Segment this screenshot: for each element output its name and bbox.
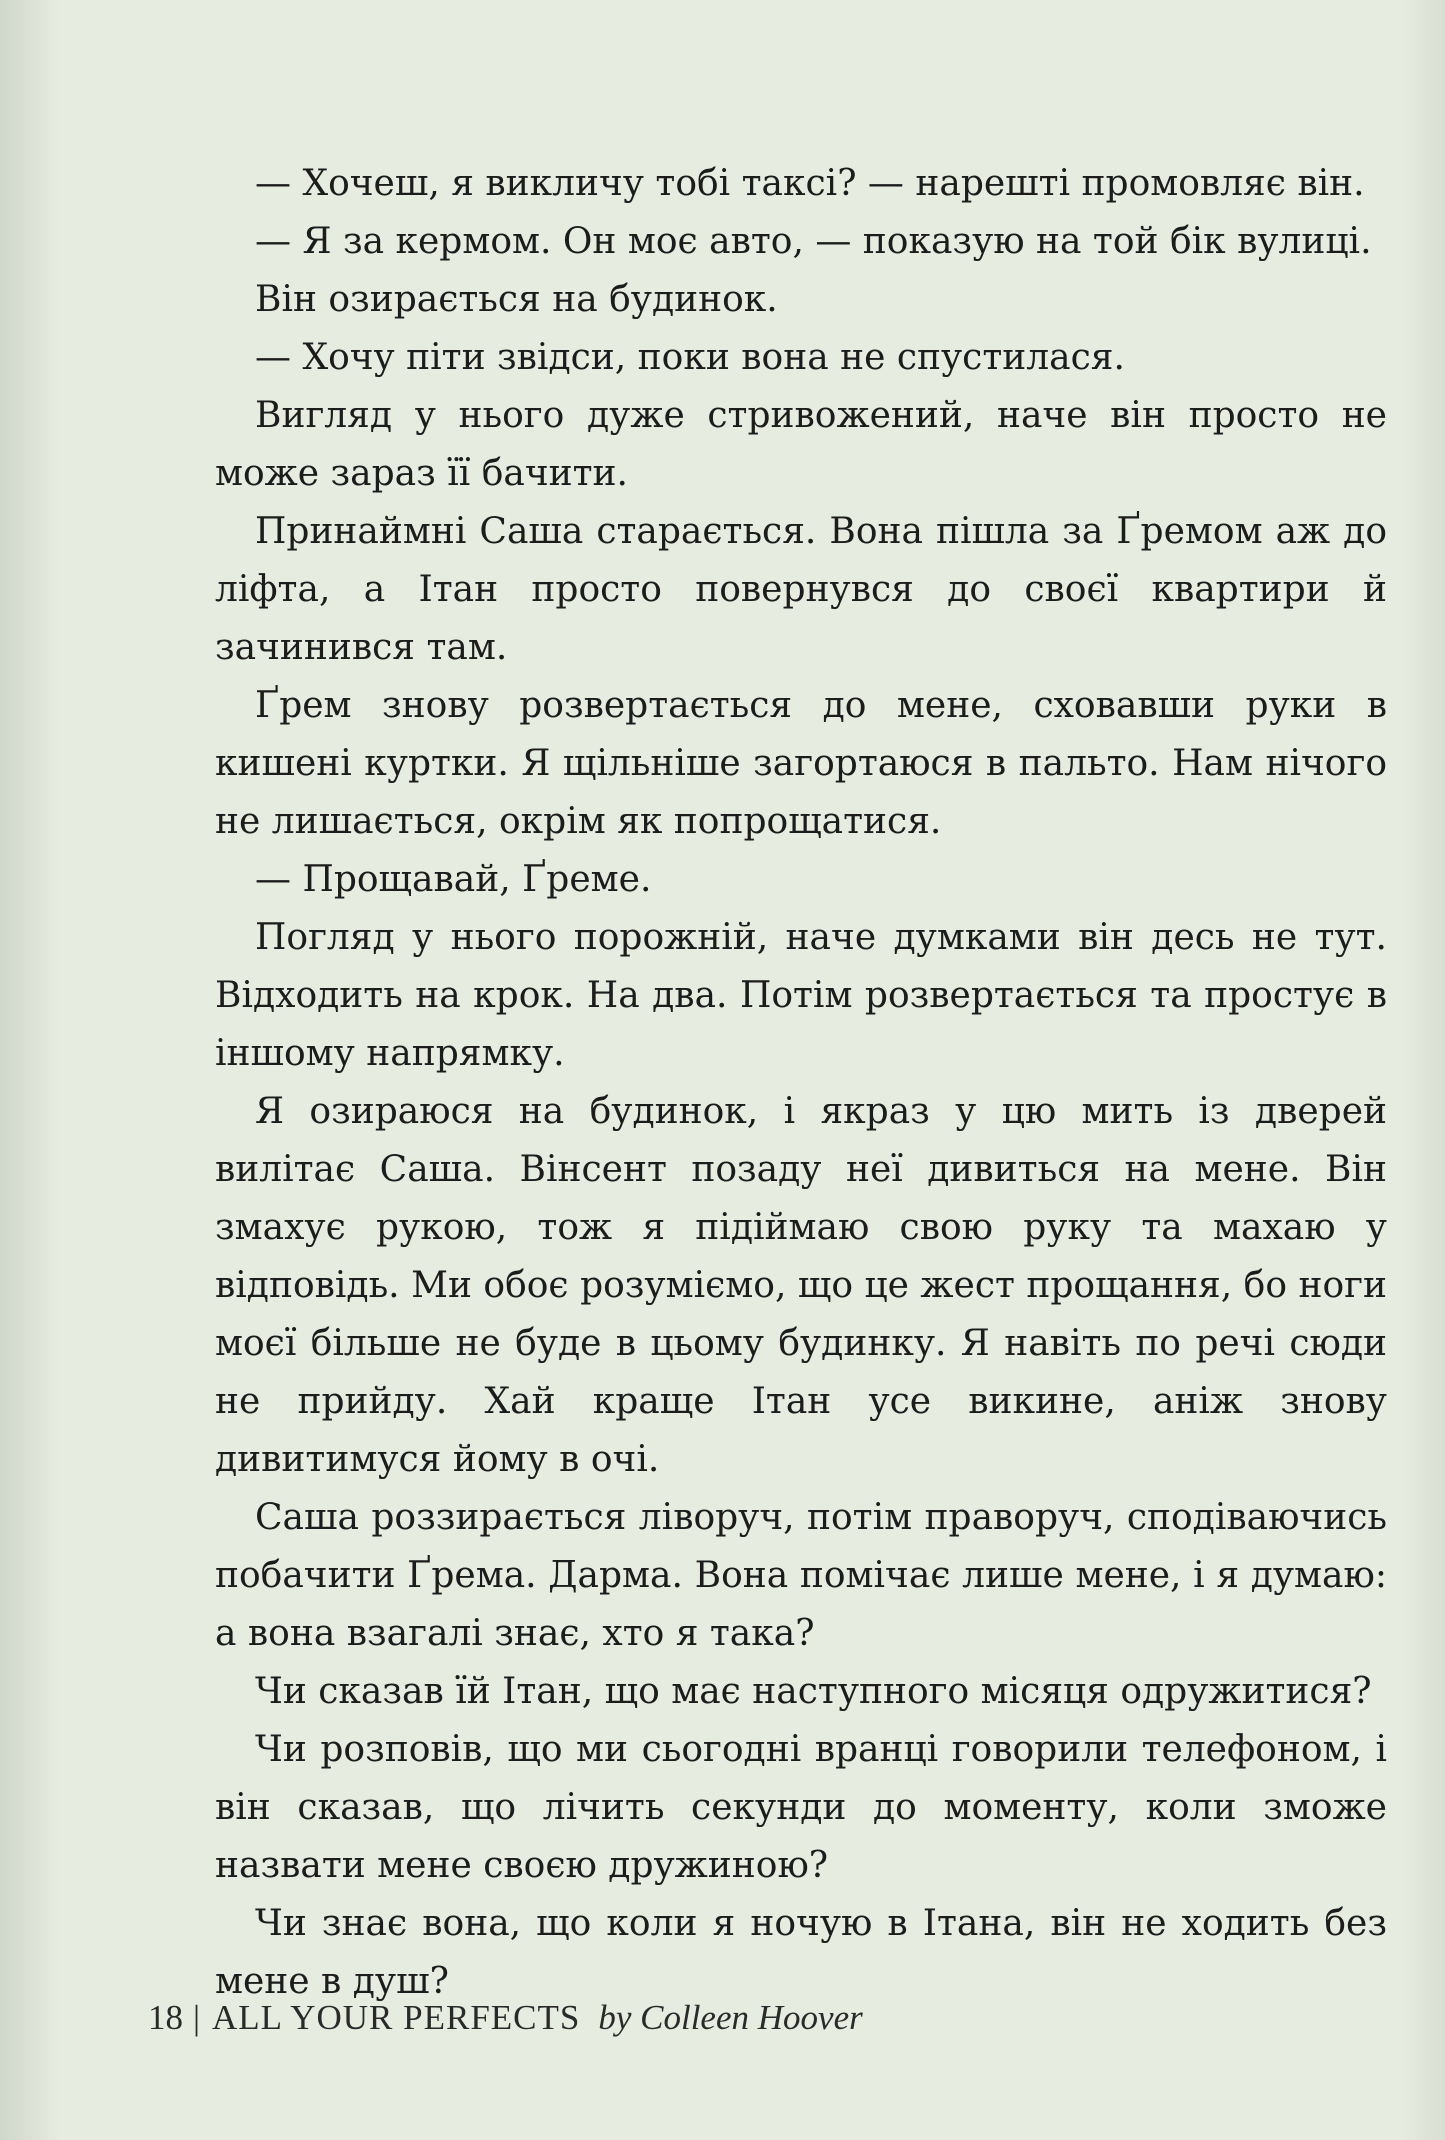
paragraph: Чи розповів, що ми сьогодні вранці говорили телефоном, і він сказав, що лічить секунди до моменту, коли зможе назвати мене своєю дружиною? xyxy=(215,1729,1387,1886)
paragraph: Саша роззирається ліворуч, потім праворуч, сподіваючись побачити Ґрема. Дарма. Вона помічає лише мене, і я думаю: а вона взагалі знає, хто я така? xyxy=(215,1497,1387,1654)
paragraph: Ґрем знову розвертається до мене, сховавши руки в кишені куртки. Я щільніше загортаюся в пальто. Нам нічого не лишається, окрім як попрощатися. xyxy=(215,685,1387,842)
paragraph: — Прощавай, Ґреме. xyxy=(255,859,652,900)
paragraph: Я озираюся на будинок, і якраз у цю мить із дверей вилітає Саша. Вінсент позаду неї дивиться на мене. Він змахує рукою, тож я підіймаю свою руку та махаю у відповідь. Ми обоє розуміємо, що це жест прощання, бо ноги моєї більше не буде в цьому будинку. Я навіть по речі сюди не прийду. Хай краще Ітан усе викине, аніж знову дивитимуся йому в очі. xyxy=(215,1091,1387,1480)
paragraph: — Хочу піти звідси, поки вона не спустилася. xyxy=(255,337,1125,378)
page-edge-shadow xyxy=(0,0,60,2140)
paragraph: Він озирається на будинок. xyxy=(255,279,778,320)
paragraph: Принаймні Саша старається. Вона пішла за Ґремом аж до ліфта, а Ітан просто повернувся до своєї квартири й зачинився там. xyxy=(215,511,1387,668)
paragraph: Погляд у нього порожній, наче думками він десь не тут. Відходить на крок. На два. Потім розвертається та простує в іншому напрямку. xyxy=(215,917,1387,1074)
book-title: ALL YOUR PERFECTS xyxy=(212,1998,581,2037)
paragraph: — Я за кермом. Он моє авто, — показую на той бік вулиці. xyxy=(255,221,1372,262)
footer-separator: | xyxy=(193,1998,201,2037)
body-text xyxy=(215,155,1387,2011)
paragraph: Чи знає вона, що коли я ночую в Ітана, він не ходить без мене в душ? xyxy=(215,1903,1387,2002)
paragraph: Вигляд у нього дуже стривожений, наче він просто не може зараз її бачити. xyxy=(215,395,1387,494)
page-bleed-through xyxy=(1400,0,1445,2140)
paragraph: Чи сказав їй Ітан, що має наступного місяця одружитися? xyxy=(255,1671,1372,1712)
page-footer xyxy=(148,1998,863,2038)
page-number: 18 xyxy=(148,1998,183,2037)
book-author: by Colleen Hoover xyxy=(598,1998,863,2037)
paragraph: — Хочеш, я викличу тобі таксі? — нарешті промовляє він. xyxy=(255,163,1365,204)
